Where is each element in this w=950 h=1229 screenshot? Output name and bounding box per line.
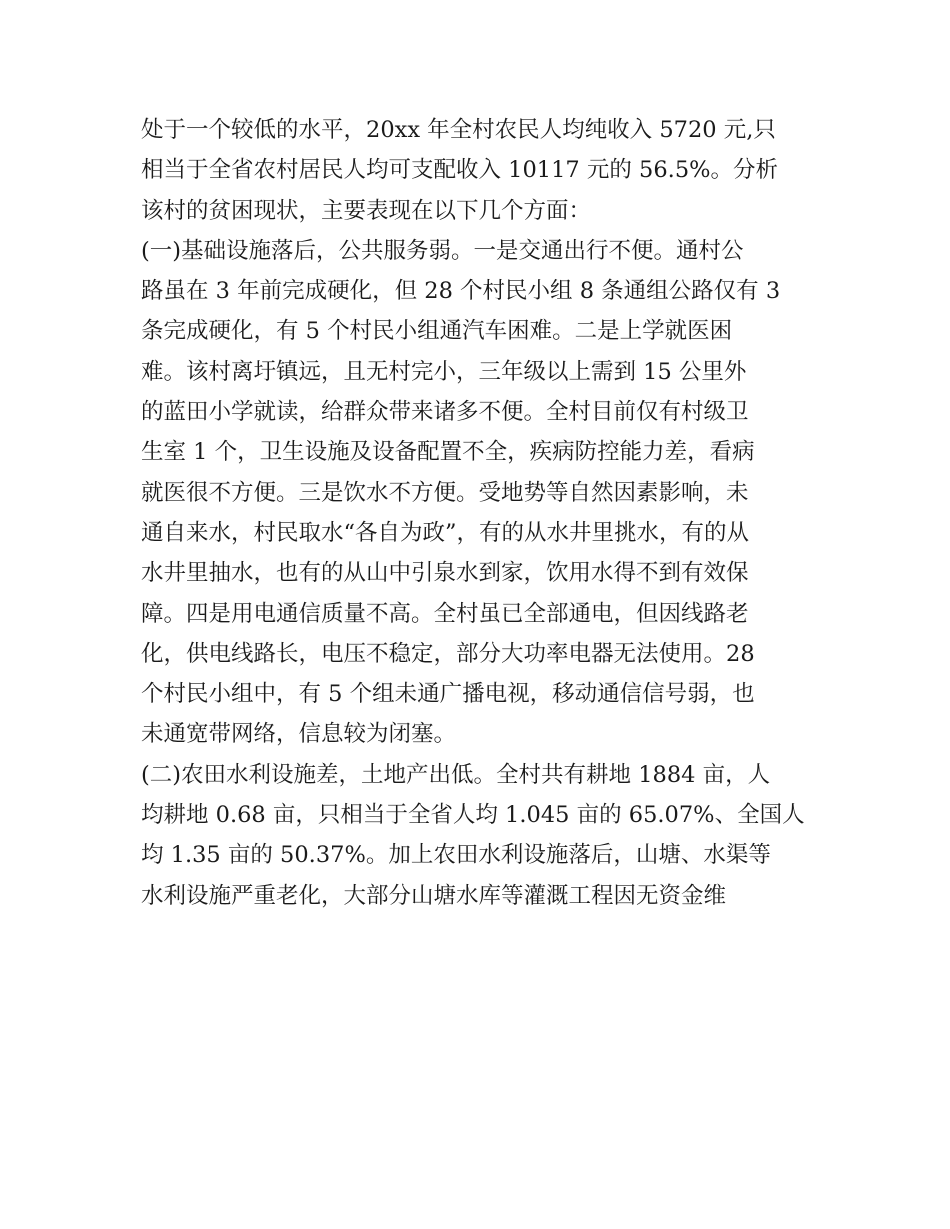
text-line: 条完成硬化，有 5 个村民小组通汽车困难。二是上学就医困 (141, 318, 733, 345)
text-line: 通自来水，村民取水“各自为政”，有的从水井里挑水，有的从 (141, 519, 750, 546)
text-line: 该村的贫困现状，主要表现在以下几个方面： (141, 197, 592, 224)
text-line: 的蓝田小学就读，给群众带来诸多不便。全村目前仅有村级卫 (141, 399, 749, 426)
section-heading-line: (二)农田水利设施差，土地产出低。全村共有耕地 1884 亩，人 (141, 761, 771, 788)
text-line: 均耕地 0.68 亩，只相当于全省人均 1.045 亩的 65.07%、全国人 (141, 802, 805, 829)
text-line: 化，供电线路长，电压不稳定，部分大功率电器无法使用。28 (141, 640, 755, 667)
text-line: 路虽在 3 年前完成硬化，但 28 个村民小组 8 条通组公路仅有 3 (141, 278, 781, 305)
text-line: 未通宽带网络，信息较为闭塞。 (141, 721, 457, 748)
text-line: 均 1.35 亩的 50.37%。加上农田水利设施落后，山塘、水渠等 (141, 842, 771, 869)
text-line: 相当于全省农村居民人均可支配收入 10117 元的 56.5%。分析 (141, 157, 779, 184)
text-line: 生室 1 个，卫生设施及设备配置不全，疾病防控能力差，看病 (141, 439, 755, 466)
body-text (141, 110, 821, 916)
text-line: 水井里抽水，也有的从山中引泉水到家，饮用水得不到有效保 (141, 560, 749, 587)
text-line: 处于一个较低的水平，20xx 年全村农民人均纯收入 5720 元,只 (141, 117, 776, 143)
text-line: 个村民小组中，有 5 个组未通广播电视，移动通信信号弱，也 (141, 681, 755, 708)
text-line: 障。四是用电通信质量不高。全村虽已全部通电，但因线路老 (141, 600, 749, 627)
section-heading-line: (一)基础设施落后，公共服务弱。一是交通出行不便。通村公 (141, 237, 744, 264)
text-line: 难。该村离圩镇远，且无村完小，三年级以上需到 15 公里外 (141, 358, 747, 385)
text-line: 水利设施严重老化，大部分山塘水库等灌溉工程因无资金维 (141, 882, 727, 909)
text-line: 就医很不方便。三是饮水不方便。受地势等自然因素影响，未 (141, 479, 749, 506)
